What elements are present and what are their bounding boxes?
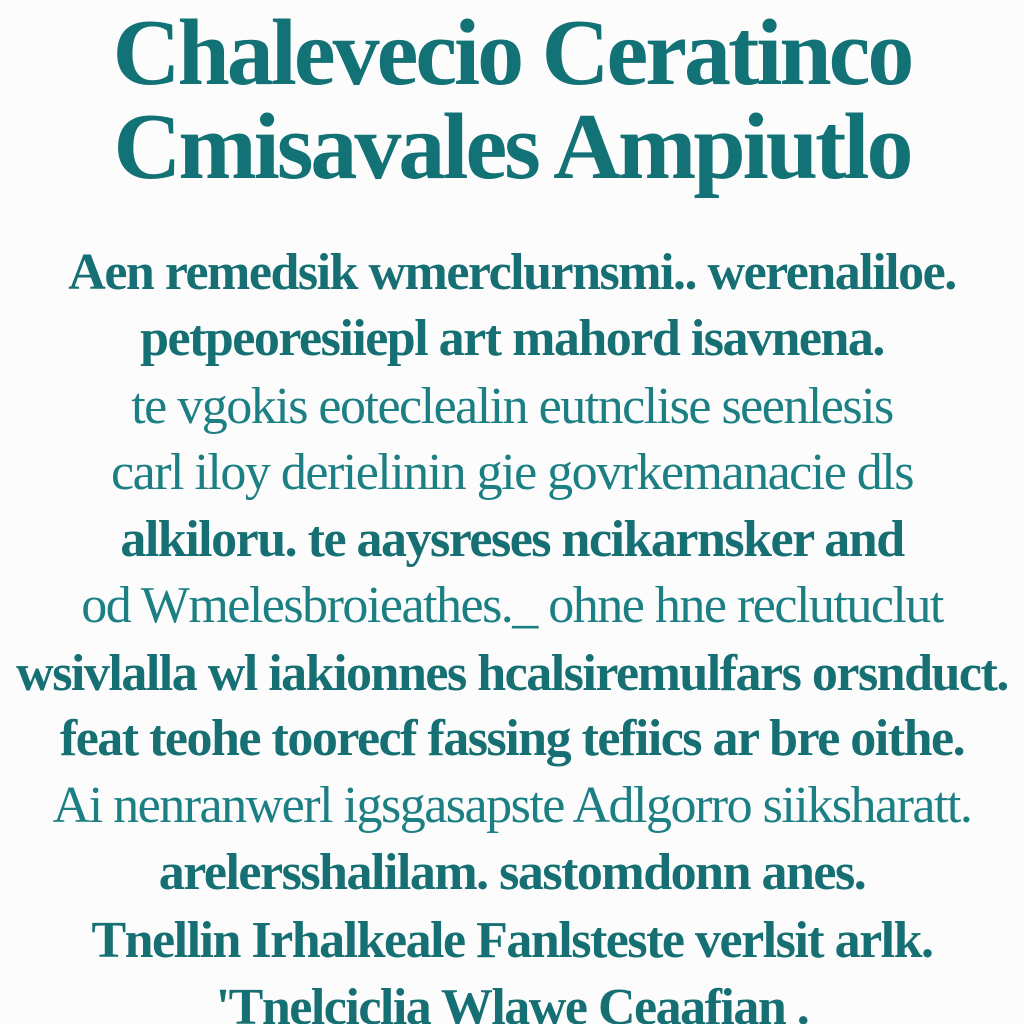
body-line-11: Tnellin Irhalkeale Fanlsteste verlsit arlk. xyxy=(91,912,933,969)
body-line-1: Aen remedsik wmerclurnsmi.. werenaliloe. xyxy=(68,244,956,301)
body-line-9: Ai nenranwerl igsgasapste Adlgorro siiksharatt. xyxy=(52,777,972,834)
title-line-2: Cmisavales Ampiutlo xyxy=(113,95,911,199)
title-line-1: Chalevecio Ceratinco xyxy=(112,1,912,105)
body-line-7: wsivlalla wl iakionnes hcalsiremulfars orsnduct. xyxy=(16,645,1008,702)
body-line-10: arelersshalilam. sastomdonn anes. xyxy=(158,844,866,901)
body-line-12: 'Tnelciclia Wlawe Ceaafian . xyxy=(215,979,809,1024)
body-line-8: feat teohe toorecf fassing tefiics ar bre oithe. xyxy=(59,710,965,767)
body-line-2: petpeoresiiepl art mahord isavnena. xyxy=(140,310,884,367)
body-line-5: alkiloru. te aaysreses ncikarnsker and xyxy=(120,511,904,568)
body-line-3: te vgokis eoteclealin eutnclise seenlesis xyxy=(131,378,893,435)
body-line-6: od Wmelesbroieathes._ ohne hne reclutuclut xyxy=(81,577,943,634)
body-line-4: carl iloy derielinin gie govrkemanacie dls xyxy=(111,444,913,501)
